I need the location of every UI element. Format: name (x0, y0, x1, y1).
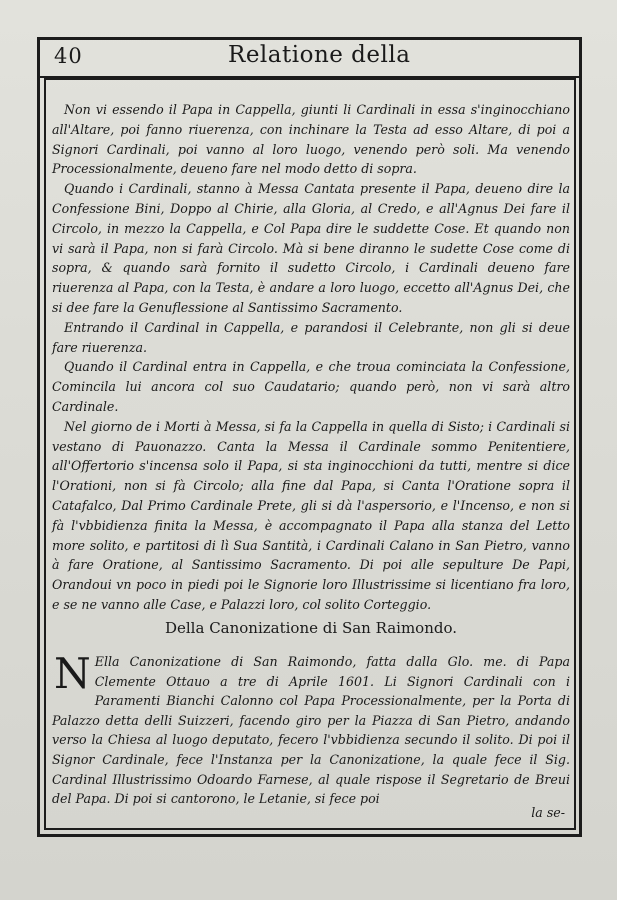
section-heading: Della Canonizatione di San Raimondo. (164, 619, 458, 637)
running-title: Relatione della (228, 42, 411, 68)
drop-cap: N (54, 649, 91, 698)
section-2-text (52, 649, 570, 809)
section-1-text (52, 100, 570, 615)
paragraph: Non vi essendo il Papa in Cappella, giunti li Cardinali in essa s'inginocchiano all'Altare, poi fanno riuerenza, con inchinare la Testa ad esso Altare, di poi a Signori Cardinali, poi vanno al loro luogo, venendo però soli. Ma venendo Processionalmente, deueno fare nel modo detto di sopra. (52, 102, 570, 177)
paragraph: Entrando il Cardinal in Cappella, e parandosi il Celebrante, non gli si deue fare riuerenza. (52, 319, 570, 355)
catchword: la se- (531, 805, 565, 820)
page-number: 40 (54, 44, 83, 68)
paragraph: Ella Canonizatione di San Raimondo, fatta dalla Glo. me. di Papa Clemente Ottauo a tre di Aprile 1601. Li Signori Cardinali con i Paramenti Bianchi Calonno col Papa Processionalmente, per la Porta di Palazzo detta delli Suizzeri, facendo giro per la Piazza di San Pietro, andando verso la Chiesa al luogo deputato, fecero l'vbbidienza secundo il solito. Di poi il Signor Cardinale, fece l'Instanza per la Canonizatione, la quale fece il Sig. Cardinal Illustrissimo Odoardo Farnese, al quale rispose il Segretario de Breui del Papa. Di poi si cantorono, le Letanie, si fece poi (52, 654, 570, 807)
paragraph: Nel giorno de i Morti à Messa, si fa la Cappella in quella di Sisto; i Cardinali si vestano di Pauonazzo. Canta la Messa il Cardinale sommo Penitentiere, all'Offertorio s'incensa solo il Papa, si sta inginocchioni da tutti, mentre si dice l'Orationi, non si fà Circolo; alla fine dal Papa, si Canta l'Oratione sopra il Catafalco, Dal Primo Cardinale Prete, gli si dà l'aspersorio, e l'Incenso, e non si fà l'vbbidienza finita la Messa, è accompagnato il Papa alla stanza del Letto more solito, e partitosi di lì Sua Santità, i Cardinali Calano in San Pietro, vanno à fare Oratione, al Santissimo Sacramento. Di poi alle sepulture De Papi, Orandoui vn poco in piedi poi le Signorie loro Illustrissime si licentiano fra loro, e se ne vanno alle Case, e Palazzi loro, col solito Corteggio. (52, 418, 570, 612)
paragraph: Quando i Cardinali, stanno à Messa Cantata presente il Papa, deueno dire la Confessione Bini, Doppo al Chirie, alla Gloria, al Credo, e all'Agnus Dei fare il Circolo, in mezzo la Cappella, e Col Papa dire le suddette Cose. Et quando non vi sarà il Papa, non si farà Circolo. Mà si bene diranno le sudette Cose come di sopra, & quando sarà fornito il sudetto Circolo, i Cardinali deueno fare riuerenza al Papa, con la Testa, è andare a loro luogo, eccetto all'Agnus Dei, che si dee fare la Genuflessione al Santissimo Sacramento. (52, 181, 570, 315)
paragraph: Quando il Cardinal entra in Cappella, e che troua cominciata la Confessione, Comincila lui ancora col suo Caudatario; quando però, non vi sarà altro Cardinale. (52, 359, 570, 414)
